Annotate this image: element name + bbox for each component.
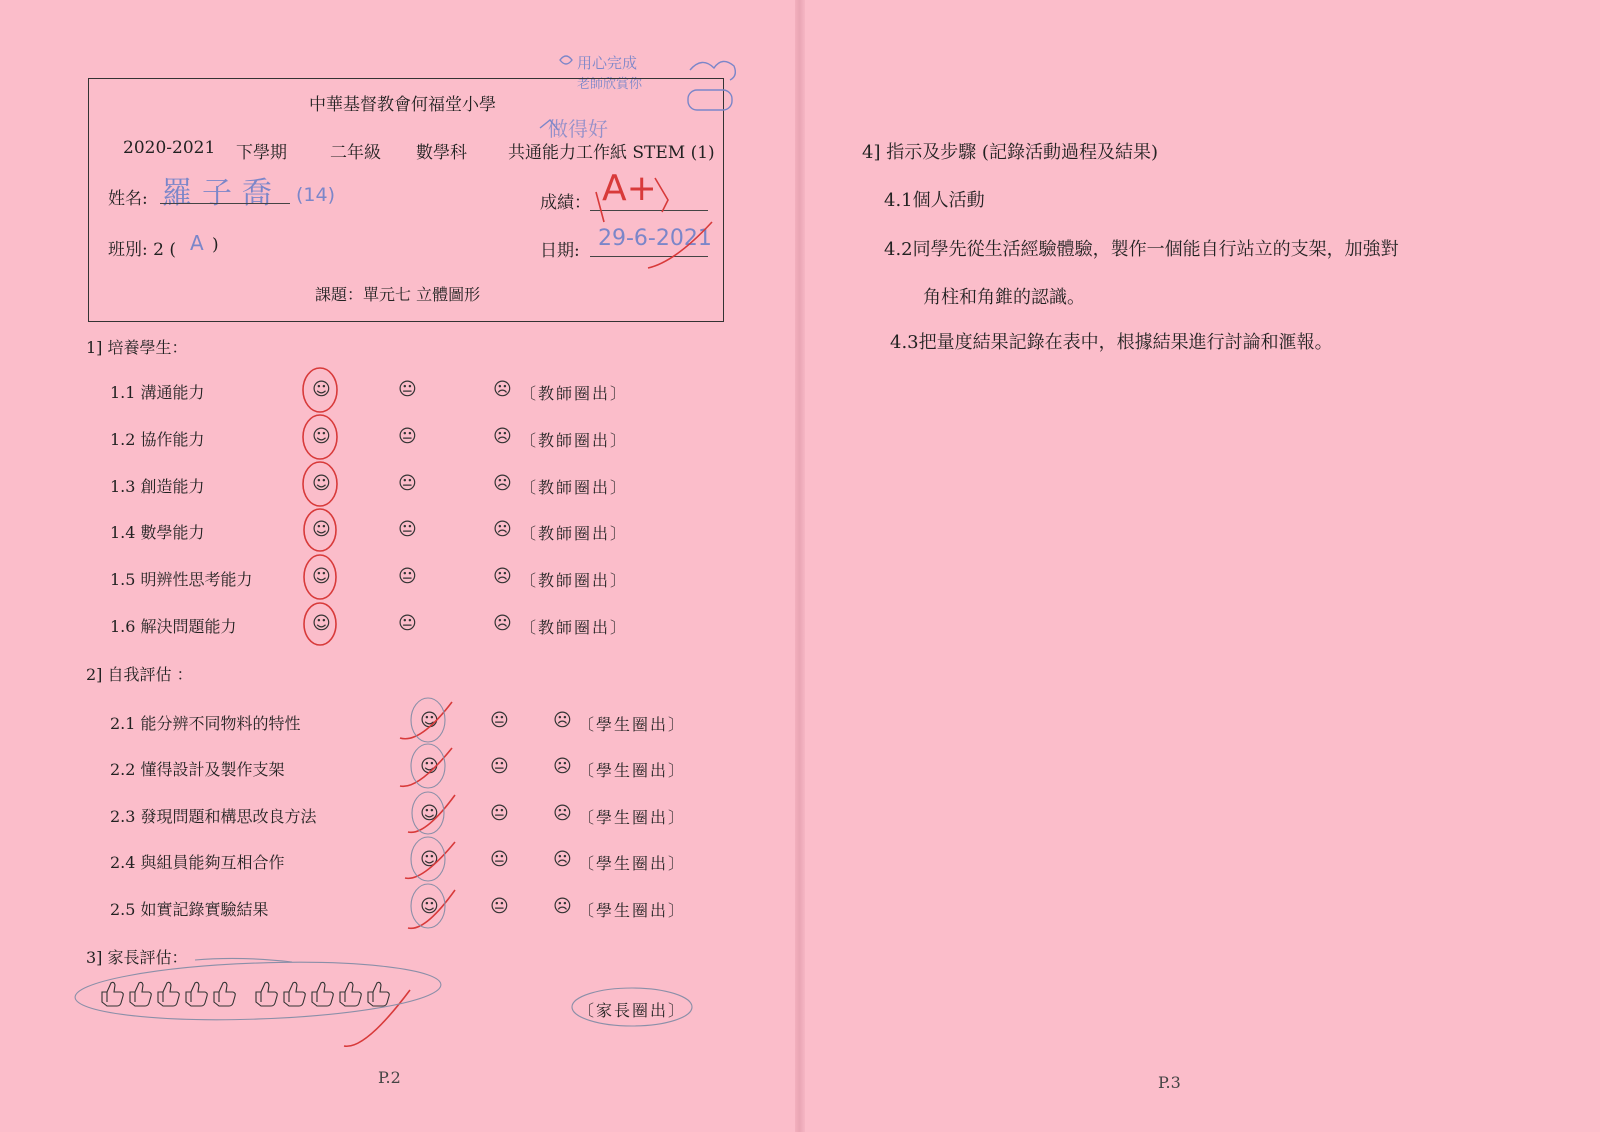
well-done-stamp: 做得好 xyxy=(548,117,608,141)
student-circle-note: 〔學生圈出〕 xyxy=(578,808,687,827)
sad-face-icon: ☹ xyxy=(553,710,572,731)
self-eval-label: 2.3 發現問題和構思改良方法 xyxy=(110,807,317,826)
skill-label: 1.4 數學能力 xyxy=(110,523,205,542)
thumbs-up-icon xyxy=(340,982,361,1006)
class-value: A xyxy=(190,231,204,255)
happy-face-icon: ☺ xyxy=(312,379,331,400)
term: 下學期 xyxy=(236,143,287,163)
stamp-flower-icon xyxy=(560,56,572,64)
grade-level: 二年級 xyxy=(330,143,381,163)
section3-title: 3] 家長評估： xyxy=(86,948,188,967)
tick-mark xyxy=(400,748,452,786)
grade-stroke xyxy=(596,192,604,222)
tick-mark xyxy=(400,702,452,739)
happy-face-icon: ☺ xyxy=(312,566,331,587)
neutral-face-icon: 😐 xyxy=(398,519,417,540)
neutral-face-icon: 😐 xyxy=(490,849,509,870)
teacher-circle-note: 〔教師圈出〕 xyxy=(520,571,629,590)
sad-face-icon: ☹ xyxy=(493,566,512,587)
sad-face-icon: ☹ xyxy=(553,756,572,777)
stamp-cloud-icon xyxy=(690,61,735,80)
thumbs-up-icon xyxy=(214,982,235,1006)
subject: 數學科 xyxy=(416,143,467,163)
neutral-face-icon: 😐 xyxy=(490,756,509,777)
tick-mark xyxy=(405,842,455,878)
neutral-face-icon: 😐 xyxy=(398,613,417,634)
student-number: (14) xyxy=(296,184,336,206)
tick-mark xyxy=(344,990,410,1046)
parent-note-circle xyxy=(572,988,692,1026)
name-label: 姓名: xyxy=(108,189,148,209)
skill-label: 1.3 創造能力 xyxy=(110,477,205,496)
worksheet-title: 共通能力工作紙 STEM (1) xyxy=(508,143,715,163)
teacher-circle-note: 〔教師圈出〕 xyxy=(520,431,629,450)
skill-label: 1.2 協作能力 xyxy=(110,430,205,449)
happy-face-icon: ☺ xyxy=(312,519,331,540)
skill-label: 1.5 明辨性思考能力 xyxy=(110,570,253,589)
class-close: ) xyxy=(212,235,219,255)
section4-title: 4] 指示及步驟 (記錄活動過程及結果) xyxy=(862,142,1158,163)
parent-rating-circle xyxy=(74,957,442,1026)
date-tick xyxy=(648,222,712,268)
thumbs-up-icon xyxy=(312,982,333,1006)
sad-face-icon: ☹ xyxy=(493,426,512,447)
happy-face-icon: ☺ xyxy=(312,426,331,447)
happy-face-icon: ☺ xyxy=(312,473,331,494)
grade-label: 成績： xyxy=(540,193,591,213)
page-number: P.2 xyxy=(378,1068,401,1087)
student-circle-note: 〔學生圈出〕 xyxy=(578,854,687,873)
neutral-face-icon: 😐 xyxy=(490,710,509,731)
happy-face-icon: ☺ xyxy=(420,803,439,824)
student-circle-mark xyxy=(411,698,445,742)
self-eval-label: 2.1 能分辨不同物料的特性 xyxy=(110,714,301,733)
student-circle-note: 〔學生圈出〕 xyxy=(578,901,687,920)
sad-face-icon: ☹ xyxy=(493,613,512,634)
thumbs-up-icon xyxy=(130,982,151,1006)
topic: 課題：單元七 立體圖形 xyxy=(315,285,481,304)
step-4-1: 4.1個人活動 xyxy=(884,190,985,211)
student-circle-note: 〔學生圈出〕 xyxy=(578,715,687,734)
stamp-line-1: 用心完成 xyxy=(577,54,638,72)
self-eval-label: 2.2 懂得設計及製作支架 xyxy=(110,760,285,779)
neutral-face-icon: 😐 xyxy=(490,896,509,917)
grade-stroke xyxy=(655,178,668,212)
underline-stroke xyxy=(195,958,292,962)
sad-face-icon: ☹ xyxy=(493,519,512,540)
sad-face-icon: ☹ xyxy=(493,379,512,400)
student-circle-note: 〔學生圈出〕 xyxy=(578,761,687,780)
thumbs-up-icon xyxy=(102,982,123,1006)
date-label: 日期: xyxy=(540,241,580,261)
self-eval-label: 2.5 如實記錄實驗結果 xyxy=(110,900,269,919)
step-4-2-line2: 角柱和角錐的認識。 xyxy=(923,287,1085,308)
teacher-circle-note: 〔教師圈出〕 xyxy=(520,524,629,543)
thumbs-up-rating xyxy=(102,982,389,1006)
sad-face-icon: ☹ xyxy=(553,803,572,824)
stamp-bear-icon xyxy=(688,90,732,110)
teacher-circle-mark xyxy=(304,509,336,551)
teacher-circle-note: 〔教師圈出〕 xyxy=(520,478,629,497)
student-name: 羅子喬 xyxy=(162,176,282,211)
school-year: 2020-2021 xyxy=(123,138,216,158)
thumbs-up-icon xyxy=(284,982,305,1006)
teacher-circle-mark xyxy=(304,603,336,645)
teacher-circle-mark xyxy=(303,462,337,506)
happy-face-icon: ☺ xyxy=(420,756,439,777)
teacher-circle-mark xyxy=(303,368,337,412)
student-circle-mark xyxy=(411,744,445,788)
teacher-circle-mark xyxy=(303,415,337,459)
skill-label: 1.6 解決問題能力 xyxy=(110,617,237,636)
happy-face-icon: ☺ xyxy=(420,710,439,731)
page-number: P.3 xyxy=(1158,1073,1181,1092)
section1-title: 1] 培養學生： xyxy=(86,338,188,357)
happy-face-icon: ☺ xyxy=(312,613,331,634)
stamp-line-2: 老師欣賞你 xyxy=(577,77,643,92)
neutral-face-icon: 😐 xyxy=(398,379,417,400)
happy-face-icon: ☺ xyxy=(420,849,439,870)
skill-label: 1.1 溝通能力 xyxy=(110,383,205,402)
sad-face-icon: ☹ xyxy=(553,896,572,917)
thumbs-up-icon xyxy=(368,982,389,1006)
neutral-face-icon: 😐 xyxy=(398,473,417,494)
neutral-face-icon: 😐 xyxy=(490,803,509,824)
teacher-circle-note: 〔教師圈出〕 xyxy=(520,618,629,637)
date-value: 29-6-2021 xyxy=(598,226,712,251)
teacher-circle-mark xyxy=(304,555,336,599)
happy-face-icon: ☺ xyxy=(420,896,439,917)
stamp-doodles xyxy=(540,56,735,130)
class-label: 班別: 2 ( xyxy=(108,240,176,260)
section2-title: 2] 自我評估 ： xyxy=(86,665,193,684)
step-4-2-line1: 4.2同學先從生活經驗體驗，製作一個能自行站立的支架，加強對 xyxy=(884,239,1399,260)
grade-value: A+ xyxy=(602,168,657,209)
school-name: 中華基督教會何福堂小學 xyxy=(309,95,496,115)
parent-circle-note: 〔家長圈出〕 xyxy=(578,1001,687,1020)
neutral-face-icon: 😐 xyxy=(398,426,417,447)
stamp-star-icon xyxy=(540,120,558,130)
thumbs-up-icon xyxy=(158,982,179,1006)
tick-mark xyxy=(408,890,455,928)
neutral-face-icon: 😐 xyxy=(398,566,417,587)
sad-face-icon: ☹ xyxy=(553,849,572,870)
sad-face-icon: ☹ xyxy=(493,473,512,494)
self-eval-label: 2.4 與組員能夠互相合作 xyxy=(110,853,285,872)
student-circle-mark xyxy=(412,792,444,834)
thumbs-up-icon xyxy=(256,982,277,1006)
teacher-circle-note: 〔教師圈出〕 xyxy=(520,384,629,403)
step-4-3: 4.3把量度結果記錄在表中，根據結果進行討論和滙報。 xyxy=(890,332,1333,353)
thumbs-up-icon xyxy=(186,982,207,1006)
